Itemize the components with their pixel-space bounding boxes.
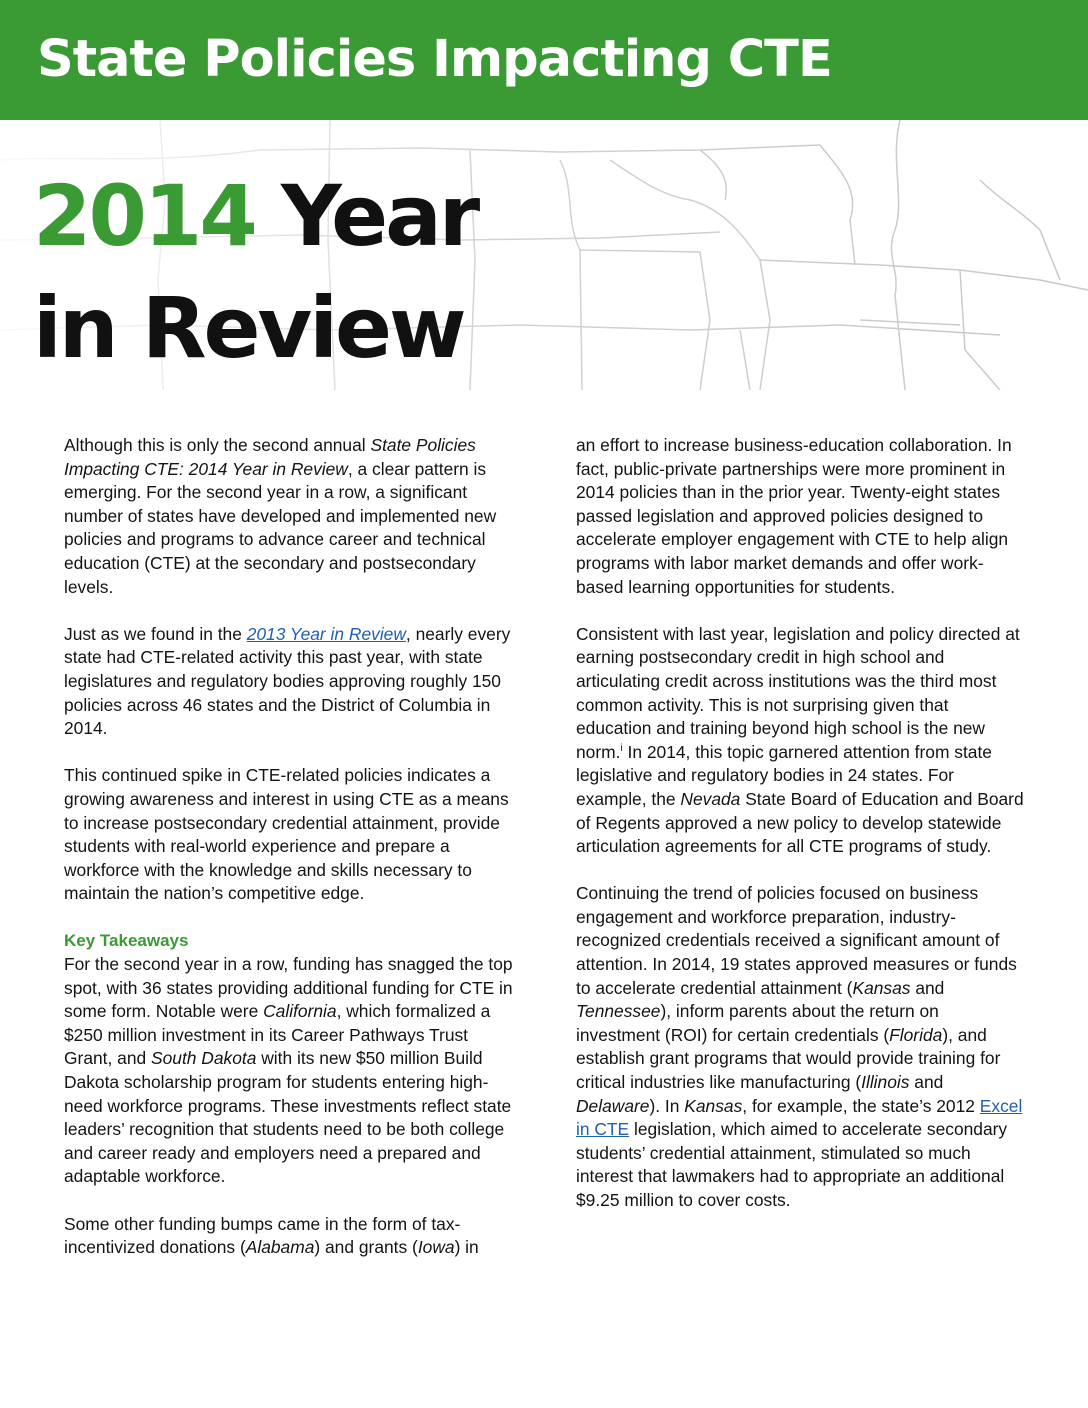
link-2013-year-in-review[interactable] (247, 624, 406, 644)
state-name: Florida (889, 1024, 943, 1045)
text: Just as we found in the (64, 623, 247, 644)
link-text[interactable]: 2013 Year in Review (246, 623, 406, 644)
hero-line-2: in Review (33, 279, 464, 377)
page-title: State Policies Impacting CTE (37, 30, 832, 89)
paragraph-partnerships: an effort to increase business-education collaboration. In fact, public-private partnerships were more prominent in 2014 policies than in the prior year. Twenty-eight states passed legislation and approved policies designed to accelerate employer engagement with CTE to help align programs with labor market demands and offer work-based learning opportunities for students. (576, 435, 1012, 597)
key-takeaways-heading: Key Takeaways (64, 931, 189, 951)
state-name: Kansas (684, 1095, 743, 1116)
left-column (64, 434, 514, 1283)
paragraph-2013-comparison (64, 623, 514, 741)
text: Consistent with last year, legislation and policy directed at earning postsecondary credit in high school and articulating credit across institutions was the third most common activity. This is not surprising given that education and training beyond high school is the new norm. (576, 623, 1020, 762)
text: ) and grants ( (314, 1237, 418, 1258)
text: ), inform parents about the return on investment (ROI) for certain credentials ( (576, 1001, 939, 1045)
text: ) in (454, 1237, 479, 1258)
hero-heading (33, 160, 477, 384)
state-name: Alabama (245, 1237, 315, 1258)
text: legislation, which aimed to accelerate secondary students’ credential attainment, stimulated so much interest that lawmakers had to appropriate an additional $9.25 million to cover costs. (576, 1119, 1008, 1210)
paragraph-funding (64, 953, 514, 1189)
state-name: South Dakota (151, 1048, 257, 1069)
text: For the second year in a row, funding has snagged the top spot, with 36 states providing additional funding for CTE in some form. Notable were (64, 954, 513, 1022)
footnote-marker[interactable]: i (620, 742, 623, 754)
paragraph-postsecondary-credit (576, 623, 1026, 859)
text: In 2014, this topic garnered attention from state legislative and regulatory bodies in 24 states. For example, the (576, 741, 992, 809)
state-name: California (263, 1001, 337, 1022)
text: State Board of Education and Board of Regents approved a new policy to develop statewide articulation agreements for all CTE programs of study. (576, 788, 1024, 857)
report-title-italic: State Policies Impacting CTE: 2014 Year in Review (64, 435, 476, 479)
text: , a clear pattern is emerging. For the second year in a row, a significant number of states have developed and implemented new policies and programs to advance career and technical education (CTE) at the secondary and postsecondary levels. (64, 458, 497, 597)
paragraph-funding-bumps (64, 1213, 514, 1260)
text: ). In (649, 1095, 685, 1116)
link-excel-in-cte[interactable]: Excel in CTE (576, 1095, 1023, 1140)
text: , which formalized a $250 million investment in its Career Pathways Trust Grant, and (64, 1001, 491, 1069)
state-name: Delaware (576, 1095, 650, 1116)
state-name: Tennessee (576, 1001, 661, 1022)
state-name: Iowa (417, 1237, 455, 1258)
text: Continuing the trend of policies focused on business engagement and workforce preparation, industry-recognized credentials received a significant amount of attention. In 2014, 19 states approved measures or funds to accelerate credential attainment ( (576, 883, 1017, 998)
intro-paragraph (64, 434, 514, 599)
right-column (576, 434, 1026, 1236)
text: Some other funding bumps came in the form of tax-incentivized donations ( (64, 1213, 461, 1258)
text: , for example, the state’s 2012 (742, 1095, 980, 1116)
state-name: Nevada (680, 788, 741, 809)
text: and (910, 977, 945, 998)
paragraph-policy-spike: This continued spike in CTE-related policies indicates a growing awareness and interest in using CTE as a means to increase postsecondary credential attainment, provide students with real-world experience and prepare a workforce with the knowledge and skills necessary to maintain the nation’s competitive edge. (64, 765, 509, 904)
hero-year: 2014 (33, 167, 255, 265)
text: , nearly every state had CTE-related activity this past year, with state legislatures and regulatory bodies approving roughly 150 policies across 46 states and the District of Columbia in 2014. (64, 623, 511, 739)
title-banner (0, 0, 1088, 120)
paragraph-credentials (576, 882, 1026, 1212)
text: and (909, 1072, 944, 1093)
hero-year-suffix: Year (254, 167, 478, 265)
state-name: Kansas (852, 977, 911, 998)
state-name: Illinois (861, 1072, 910, 1093)
text: ), and establish grant programs that would provide training for critical industries like manufacturing ( (576, 1024, 1001, 1093)
text: Although this is only the second annual (64, 435, 371, 455)
text: with its new $50 million Build Dakota scholarship program for students entering high-need workforce programs. These investments reflect state leaders’ recognition that students need to be both college and career ready and employers need a prepared and adaptable workforce. (64, 1048, 512, 1187)
